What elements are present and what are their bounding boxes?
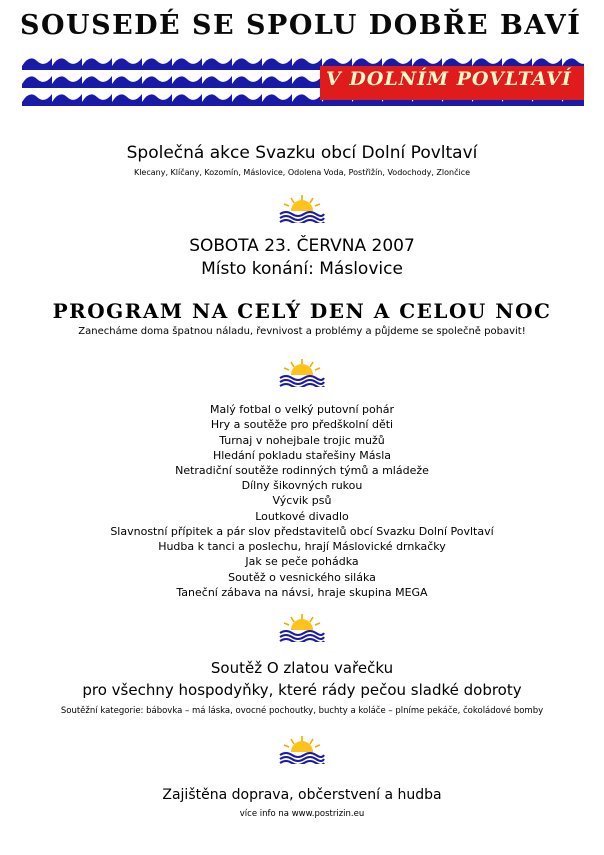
event-place: Místo konání: Máslovice	[201, 259, 403, 279]
contest-subtitle: pro všechny hospodyňky, které rády pečou sladké dobroty	[82, 681, 522, 699]
program-item: Výcvik psů	[272, 494, 332, 507]
sun-over-waves-icon	[276, 357, 328, 387]
program-item: Netradiční soutěže rodinných týmů a mládeže	[175, 464, 429, 477]
program-title: PROGRAM NA CELÝ DEN A CELOU NOC	[52, 299, 552, 323]
program-item: Hry a soutěže pro předškolní děti	[210, 418, 394, 431]
sun-over-waves-icon	[276, 734, 328, 764]
program-item: Taneční zábava na návsi, hraje skupina MEGA	[176, 586, 428, 599]
sun-over-waves-icon	[276, 193, 328, 223]
program-item: Malý fotbal o velký putovní pohár	[209, 403, 394, 416]
event-date: SOBOTA 23. ČERVNA 2007	[189, 236, 415, 256]
contest-categories: Soutěžní kategorie: bábovka – má láska, ovocné pochoutky, buchty a koláče – plníme pekáče, čokoládové bomby	[60, 706, 544, 716]
poster-header	[0, 0, 604, 120]
program-item: Turnaj v nohejbale trojic mužů	[219, 434, 385, 447]
services-line: Zajištěna doprava, občerstvení a hudba	[162, 787, 442, 803]
program-tagline: Zanecháme doma špatnou náladu, řevnivost a problémy a půjdeme se společně pobavit!	[78, 326, 526, 337]
program-item: Loutkové divadlo	[255, 510, 349, 523]
program-item: Hledání pokladu stařešiny Másla	[212, 449, 392, 462]
villages-line: Klecany, Klíčany, Kozomín, Máslovice, Odolena Voda, Postřižín, Vodochody, Zlončice	[133, 168, 471, 177]
program-item: Hudba k tanci a poslechu, hrají Máslovické drnkačky	[158, 540, 446, 553]
sun-over-waves-icon	[276, 612, 328, 642]
banner-text: V DOLNÍM POVLTAVÍ	[326, 68, 572, 90]
program-item: Jak se peče pohádka	[245, 555, 359, 568]
poster-title: SOUSEDÉ SE SPOLU DOBŘE BAVÍ	[20, 10, 582, 41]
program-item: Slavnostní přípitek a pár slov představitelů obcí Svazku Dolní Povltaví	[110, 525, 494, 538]
contest-title: Soutěž O zlatou vařečku	[210, 659, 394, 677]
program-item: Dílny šikovných rukou	[241, 479, 363, 492]
program-item: Soutěž o vesnického siláka	[228, 571, 376, 584]
intro-line: Společná akce Svazku obcí Dolní Povltaví	[126, 143, 478, 163]
info-link[interactable]: více info na www.postrizin.eu	[239, 809, 365, 819]
